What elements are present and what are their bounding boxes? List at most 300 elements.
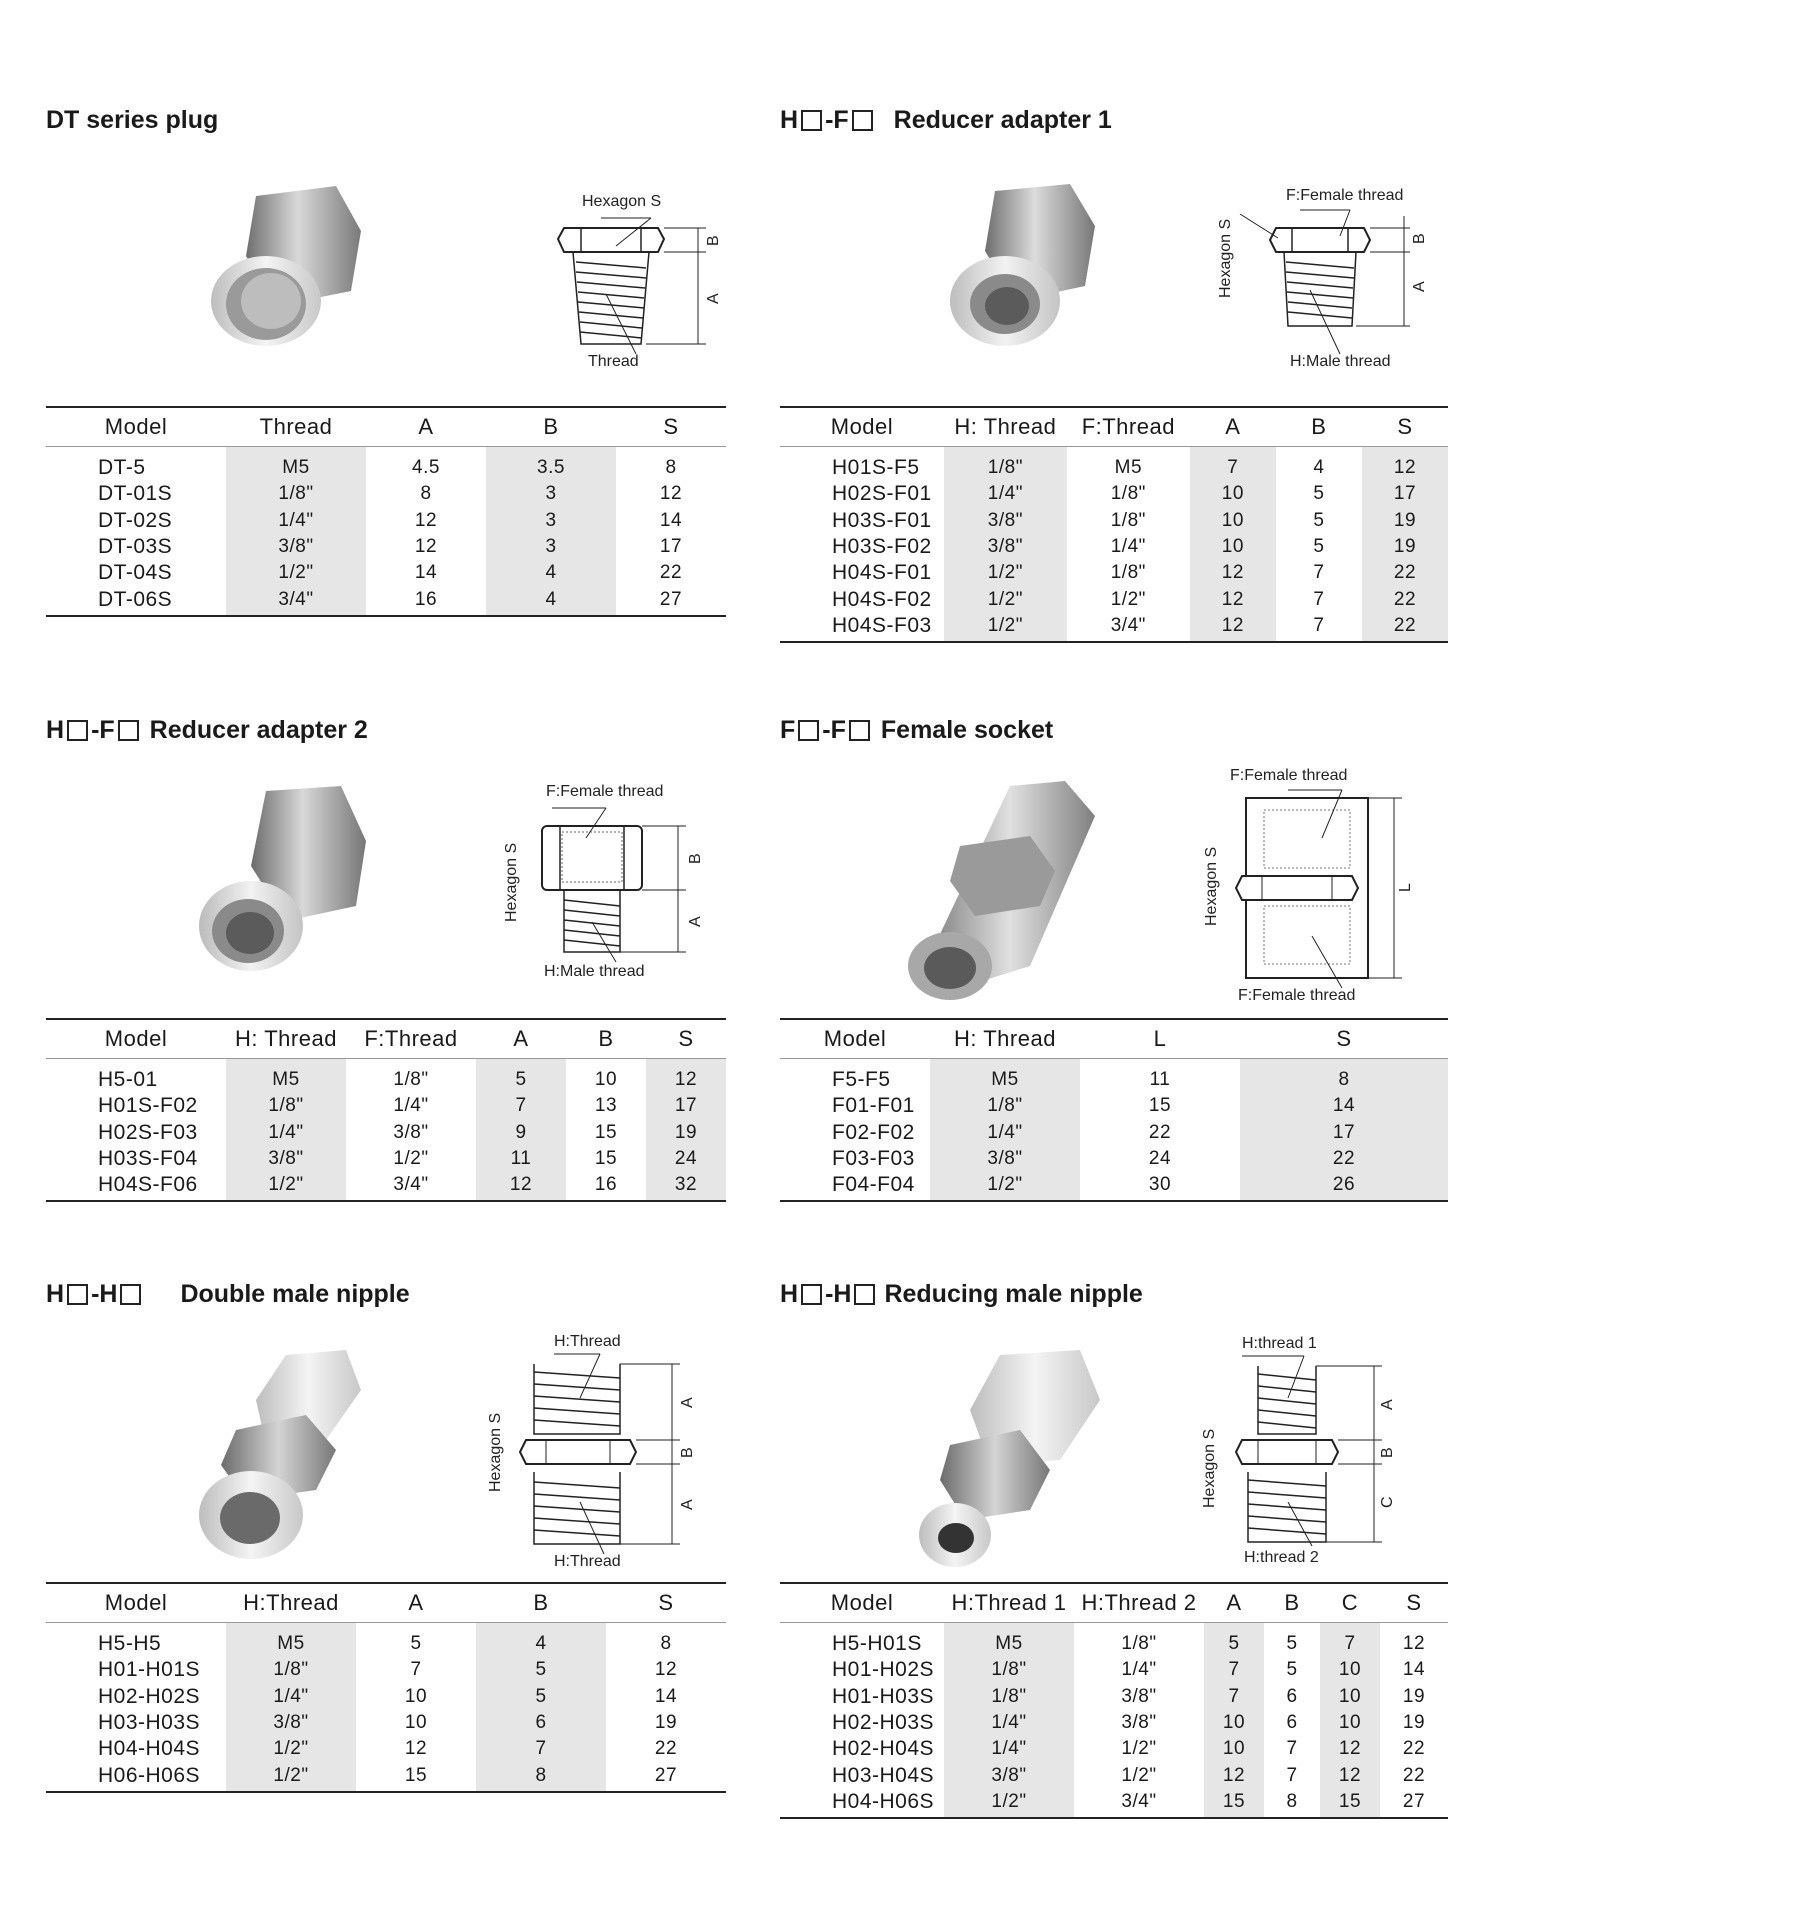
value-cell: 5 — [476, 1684, 606, 1710]
value-cell: 1/2" — [1110, 588, 1146, 610]
col-header: F:Thread — [1067, 407, 1190, 447]
svg-text:Hexagon S: Hexagon S — [487, 1412, 504, 1492]
svg-text:H:Male thread: H:Male thread — [1290, 353, 1391, 370]
svg-text:A: A — [705, 293, 722, 304]
title-prefix: H — [46, 716, 65, 744]
table-row — [46, 1684, 726, 1710]
svg-text:B: B — [1379, 1447, 1396, 1458]
placeholder-box-icon — [849, 720, 870, 741]
value-cell: 9 — [476, 1120, 566, 1146]
table-row — [780, 1172, 1448, 1201]
model-cell: F04-F04 — [780, 1172, 930, 1201]
model-cell: H04-H04S — [98, 1737, 201, 1761]
value-cell: 1/8" — [1110, 562, 1146, 584]
title-mid: -F — [91, 716, 115, 744]
value-cell: 27 — [1380, 1789, 1448, 1818]
nipple-diagram — [480, 1332, 720, 1572]
value-cell: 3/8" — [930, 1146, 1080, 1172]
svg-text:L: L — [1397, 883, 1414, 892]
value-cell: 1/4" — [944, 481, 1067, 507]
value-cell: 17 — [1240, 1120, 1448, 1146]
value-cell: 5 — [476, 1059, 566, 1094]
model-cell: H06-H06S — [46, 1762, 226, 1791]
svg-text:B: B — [687, 853, 704, 864]
table-body — [780, 1059, 1448, 1202]
table-row — [46, 1093, 726, 1119]
svg-text:H:thread 2: H:thread 2 — [1244, 1549, 1319, 1566]
value-cell: 30 — [1080, 1172, 1240, 1201]
value-cell: 12 — [1320, 1762, 1380, 1788]
section-title — [780, 716, 1053, 745]
value-cell: 5 — [1313, 509, 1325, 531]
svg-text:B: B — [705, 235, 722, 246]
value-cell: 11 — [476, 1146, 566, 1172]
section-reducing-male-nipple — [780, 1280, 1480, 1840]
adapter-photo — [920, 176, 1120, 366]
svg-text:C: C — [1379, 1496, 1396, 1508]
table-row — [780, 586, 1448, 612]
plug-photo — [186, 176, 386, 366]
value-cell: 7 — [1204, 1684, 1264, 1710]
socket-photo — [880, 776, 1110, 1006]
col-header: S — [1380, 1583, 1448, 1623]
value-cell: 1/4" — [1121, 1659, 1157, 1681]
table-body — [46, 447, 726, 616]
value-cell: 1/4" — [226, 508, 366, 534]
value-cell: 3/8" — [1121, 1685, 1157, 1707]
value-cell: 7 — [1313, 562, 1325, 584]
col-header: H:Thread 1 — [944, 1583, 1074, 1623]
value-cell: 1/4" — [944, 1736, 1074, 1762]
model-cell: DT-03S — [98, 535, 173, 559]
col-header: C — [1320, 1583, 1380, 1623]
value-cell: 5 — [1286, 1659, 1298, 1681]
placeholder-box-icon — [801, 1284, 822, 1305]
value-cell: 3/4" — [346, 1172, 476, 1201]
svg-text:H:Thread: H:Thread — [554, 1333, 621, 1350]
table-header-row — [780, 407, 1448, 447]
value-cell: 7 — [1313, 588, 1325, 610]
col-header: B — [1264, 1583, 1320, 1623]
table-row — [780, 447, 1448, 482]
value-cell: 8 — [660, 1633, 672, 1655]
placeholder-box-icon — [854, 1284, 875, 1305]
value-cell: 1/2" — [944, 586, 1067, 612]
value-cell: 14 — [1402, 1659, 1426, 1681]
title-mid: -H — [825, 1280, 852, 1308]
value-cell: 22 — [1362, 586, 1448, 612]
title-mid: -F — [825, 106, 849, 134]
title-prefix: H — [46, 1280, 65, 1308]
value-cell: 22 — [1148, 1121, 1172, 1143]
value-cell: 1/2" — [944, 613, 1067, 642]
table-row — [780, 1146, 1448, 1172]
table-row — [780, 560, 1448, 586]
model-cell: H01S-F02 — [98, 1094, 198, 1118]
nipple-photo — [910, 1350, 1110, 1570]
value-cell: 7 — [1320, 1623, 1380, 1658]
value-cell: 12 — [404, 1738, 428, 1760]
svg-text:H:Thread: H:Thread — [554, 1553, 621, 1570]
value-cell: 10 — [1320, 1657, 1380, 1683]
value-cell: 1/2" — [226, 1762, 356, 1791]
value-cell: 1/2" — [226, 1736, 356, 1762]
table-row — [780, 1710, 1448, 1736]
section-reducer-adapter-1 — [780, 106, 1480, 646]
value-cell: 14 — [659, 509, 683, 531]
value-cell: 3/8" — [393, 1121, 429, 1143]
table-header-row — [780, 1019, 1448, 1059]
table-row — [780, 613, 1448, 642]
value-cell: 6 — [1286, 1712, 1298, 1734]
value-cell: 17 — [1362, 481, 1448, 507]
value-cell: 7 — [476, 1736, 606, 1762]
value-cell: 12 — [646, 1059, 726, 1094]
model-cell: F03-F03 — [832, 1147, 915, 1171]
value-cell: 4 — [476, 1623, 606, 1658]
model-cell: H02S-F01 — [832, 482, 932, 506]
table-row — [46, 1657, 726, 1683]
svg-text:F:Female thread: F:Female thread — [1230, 767, 1348, 784]
col-header: A — [476, 1019, 566, 1059]
svg-text:Hexagon S: Hexagon S — [1201, 1428, 1218, 1508]
value-cell: 3 — [486, 508, 616, 534]
value-cell: M5 — [226, 1623, 356, 1658]
value-cell: 1/2" — [226, 560, 366, 586]
model-cell: H01-H01S — [98, 1658, 201, 1682]
value-cell: 12 — [1320, 1736, 1380, 1762]
value-cell: 14 — [654, 1685, 678, 1707]
value-cell: 12 — [476, 1172, 566, 1201]
table-header-row — [46, 1019, 726, 1059]
value-cell: 32 — [646, 1172, 726, 1201]
table-row — [46, 447, 726, 482]
col-header: L — [1080, 1019, 1240, 1059]
table-row — [46, 1623, 726, 1658]
table-body — [46, 1623, 726, 1792]
value-cell: 3.5 — [486, 447, 616, 482]
nipple-diagram — [1192, 1332, 1432, 1572]
value-cell: 16 — [366, 586, 486, 615]
table-row — [46, 534, 726, 560]
title-text: Reducer adapter 2 — [149, 716, 368, 744]
title-text: Double male nipple — [180, 1280, 410, 1308]
value-cell: 1/4" — [226, 1684, 356, 1710]
value-cell: 3 — [486, 481, 616, 507]
value-cell: 10 — [404, 1712, 428, 1734]
value-cell: 1/2" — [226, 1172, 346, 1201]
model-cell: H04S-F01 — [832, 561, 932, 585]
value-cell: 22 — [654, 1738, 678, 1760]
model-cell: H03S-F04 — [98, 1147, 198, 1171]
value-cell: 5 — [1286, 1633, 1298, 1655]
value-cell: 1/8" — [1110, 483, 1146, 505]
model-cell: H5-H5 — [98, 1632, 162, 1656]
value-cell: 15 — [594, 1121, 618, 1143]
table-row — [780, 1120, 1448, 1146]
table-row — [780, 534, 1448, 560]
col-header: H:Thread 2 — [1074, 1583, 1204, 1623]
value-cell: 7 — [1276, 613, 1362, 642]
value-cell: 10 — [1204, 1710, 1264, 1736]
table-row — [46, 1762, 726, 1791]
table-row — [780, 481, 1448, 507]
model-cell: H02-H03S — [832, 1711, 935, 1735]
plug-diagram — [506, 194, 746, 384]
table-row — [780, 1684, 1448, 1710]
svg-text:F:Female thread: F:Female thread — [546, 783, 664, 800]
value-cell: 1/2" — [930, 1172, 1080, 1201]
col-header: Model — [780, 407, 944, 447]
value-cell: 1/8" — [393, 1069, 429, 1091]
value-cell: 1/8" — [226, 1657, 356, 1683]
value-cell: 1/8" — [1121, 1633, 1157, 1655]
value-cell: 3/8" — [1121, 1712, 1157, 1734]
value-cell: 12 — [1204, 1762, 1264, 1788]
col-header: S — [616, 407, 726, 447]
col-header: S — [646, 1019, 726, 1059]
table-row — [780, 1657, 1448, 1683]
col-header: Model — [46, 1019, 226, 1059]
value-cell: 15 — [1204, 1789, 1264, 1818]
model-cell: H03S-F01 — [832, 508, 932, 532]
value-cell: 3/8" — [226, 1710, 356, 1736]
value-cell: 1/8" — [226, 1093, 346, 1119]
value-cell: 5 — [1204, 1623, 1264, 1658]
value-cell: 17 — [646, 1093, 726, 1119]
value-cell: 19 — [1362, 508, 1448, 534]
value-cell: 10 — [1190, 534, 1276, 560]
value-cell: 3/4" — [1074, 1789, 1204, 1818]
placeholder-box-icon — [67, 720, 88, 741]
value-cell: 8 — [665, 457, 677, 479]
section-dt-series-plug — [46, 106, 736, 626]
title-text: DT series plug — [46, 106, 219, 134]
value-cell: M5 — [1114, 457, 1143, 479]
value-cell: 3/8" — [944, 1762, 1074, 1788]
svg-text:H:Male thread: H:Male thread — [544, 963, 645, 980]
value-cell: 15 — [1148, 1095, 1172, 1117]
title-text: Reducer adapter 1 — [893, 106, 1112, 134]
value-cell: 1/8" — [930, 1093, 1080, 1119]
value-cell: 15 — [1320, 1789, 1380, 1818]
nipple-photo — [176, 1350, 376, 1570]
value-cell: 3/8" — [944, 534, 1067, 560]
value-cell: 1/8" — [944, 447, 1067, 482]
adapter-photo — [176, 786, 376, 986]
col-header: S — [1362, 407, 1448, 447]
value-cell: 1/4" — [944, 1710, 1074, 1736]
model-cell: H03S-F02 — [832, 535, 932, 559]
value-cell: 12 — [1402, 1633, 1426, 1655]
spec-table — [46, 1018, 726, 1202]
model-cell: H5-01 — [98, 1068, 158, 1092]
value-cell: 7 — [1286, 1764, 1298, 1786]
svg-text:Hexagon S: Hexagon S — [1217, 218, 1234, 298]
value-cell: 24 — [646, 1146, 726, 1172]
value-cell: 7 — [476, 1093, 566, 1119]
section-title — [780, 106, 1112, 135]
title-text: Female socket — [880, 716, 1054, 744]
svg-text:F:Female thread: F:Female thread — [1286, 187, 1404, 204]
value-cell: 4.5 — [412, 457, 440, 479]
value-cell: 1/8" — [944, 1684, 1074, 1710]
value-cell: 12 — [1190, 560, 1276, 586]
table-row — [46, 586, 726, 615]
col-header: S — [606, 1583, 726, 1623]
value-cell: 5 — [476, 1657, 606, 1683]
svg-text:B: B — [679, 1447, 696, 1458]
placeholder-box-icon — [118, 720, 139, 741]
table-row — [780, 1789, 1448, 1818]
spec-table — [780, 406, 1448, 643]
value-cell: 4 — [1313, 457, 1325, 479]
value-cell: 7 — [1204, 1657, 1264, 1683]
value-cell: 22 — [1402, 1738, 1426, 1760]
value-cell: 3/4" — [226, 586, 366, 615]
section-female-socket — [780, 716, 1480, 1216]
model-cell: H03-H03S — [98, 1711, 201, 1735]
svg-text:A: A — [679, 1397, 696, 1408]
table-body — [780, 1623, 1448, 1819]
value-cell: 3/4" — [1067, 613, 1190, 642]
placeholder-box-icon — [67, 1284, 88, 1305]
col-header: A — [366, 407, 486, 447]
value-cell: 10 — [1320, 1684, 1380, 1710]
svg-text:Hexagon S: Hexagon S — [1203, 846, 1220, 926]
value-cell: 1/4" — [930, 1120, 1080, 1146]
value-cell: M5 — [944, 1623, 1074, 1658]
value-cell: 1/4" — [226, 1120, 346, 1146]
value-cell: 10 — [404, 1685, 428, 1707]
value-cell: M5 — [226, 447, 366, 482]
svg-text:Thread: Thread — [588, 353, 639, 370]
value-cell: 5 — [1313, 536, 1325, 558]
col-header: H: Thread — [944, 407, 1067, 447]
col-header: Model — [46, 407, 226, 447]
col-header: B — [1276, 407, 1362, 447]
socket-diagram — [1192, 766, 1422, 1006]
title-prefix: H — [780, 106, 799, 134]
col-header: B — [566, 1019, 646, 1059]
value-cell: 14 — [414, 562, 438, 584]
value-cell: 14 — [1240, 1093, 1448, 1119]
value-cell: 16 — [566, 1172, 646, 1201]
value-cell: 1/2" — [1121, 1764, 1157, 1786]
svg-text:F:Female thread: F:Female thread — [1238, 987, 1356, 1004]
value-cell: 12 — [659, 483, 683, 505]
value-cell: 1/2" — [393, 1148, 429, 1170]
value-cell: 6 — [476, 1710, 606, 1736]
table-row — [46, 1710, 726, 1736]
value-cell: 1/8" — [226, 481, 366, 507]
svg-text:B: B — [1411, 233, 1428, 244]
table-row — [46, 1172, 726, 1201]
value-cell: 5 — [1313, 483, 1325, 505]
placeholder-box-icon — [798, 720, 819, 741]
adapter-diagram — [496, 782, 716, 982]
spec-table — [780, 1018, 1448, 1202]
svg-text:A: A — [1411, 281, 1428, 292]
table-row — [780, 1762, 1448, 1788]
model-cell: F5-F5 — [832, 1068, 891, 1092]
col-header: H:Thread — [226, 1583, 356, 1623]
table-body — [780, 447, 1448, 643]
model-cell: H01-H03S — [832, 1684, 935, 1708]
value-cell: 11 — [1149, 1069, 1171, 1091]
model-cell: H02-H02S — [98, 1684, 201, 1708]
title-text: Reducing male nipple — [884, 1280, 1143, 1308]
model-cell: H04S-F03 — [780, 613, 944, 642]
svg-text:A: A — [1379, 1399, 1396, 1410]
title-prefix: F — [780, 716, 796, 744]
table-row — [780, 1623, 1448, 1658]
value-cell: 10 — [1190, 481, 1276, 507]
value-cell: 8 — [476, 1762, 606, 1791]
table-body — [46, 1059, 726, 1202]
value-cell: 1/4" — [1110, 536, 1146, 558]
svg-text:A: A — [679, 1499, 696, 1510]
col-header: H: Thread — [226, 1019, 346, 1059]
model-cell: H5-H01S — [832, 1632, 922, 1656]
value-cell: 12 — [414, 509, 438, 531]
value-cell: 8 — [420, 483, 432, 505]
col-header: A — [1190, 407, 1276, 447]
value-cell: 13 — [594, 1095, 618, 1117]
value-cell: 3 — [486, 534, 616, 560]
value-cell: 19 — [1402, 1712, 1426, 1734]
col-header: A — [356, 1583, 476, 1623]
value-cell: 19 — [654, 1712, 678, 1734]
spec-table — [46, 1582, 726, 1793]
table-row — [46, 1120, 726, 1146]
model-cell: DT-06S — [46, 586, 226, 615]
value-cell: 3/8" — [226, 1146, 346, 1172]
model-cell: H02-H04S — [832, 1737, 935, 1761]
table-row — [780, 1059, 1448, 1094]
value-cell: 1/2" — [944, 1789, 1074, 1818]
value-cell: 12 — [1190, 586, 1276, 612]
value-cell: 3/8" — [944, 508, 1067, 534]
value-cell: 12 — [414, 536, 438, 558]
col-header: F:Thread — [346, 1019, 476, 1059]
value-cell: 1/2" — [944, 560, 1067, 586]
value-cell: 17 — [659, 536, 683, 558]
model-cell: DT-01S — [98, 482, 173, 506]
placeholder-box-icon — [852, 110, 873, 131]
model-cell: H01-H02S — [832, 1658, 935, 1682]
table-row — [46, 1736, 726, 1762]
col-header: B — [476, 1583, 606, 1623]
value-cell: 26 — [1240, 1172, 1448, 1201]
value-cell: 1/4" — [393, 1095, 429, 1117]
table-header-row — [780, 1583, 1448, 1623]
value-cell: 4 — [486, 560, 616, 586]
value-cell: 22 — [1402, 1764, 1426, 1786]
col-header: H: Thread — [930, 1019, 1080, 1059]
model-cell: DT-04S — [98, 561, 173, 585]
table-row — [46, 508, 726, 534]
model-cell: DT-02S — [98, 508, 173, 532]
section-title — [46, 1280, 410, 1309]
value-cell: M5 — [226, 1059, 346, 1094]
model-cell: F01-F01 — [832, 1094, 915, 1118]
value-cell: 8 — [1240, 1059, 1448, 1094]
col-header: B — [486, 407, 616, 447]
value-cell: 22 — [1240, 1146, 1448, 1172]
value-cell: 12 — [1190, 613, 1276, 642]
section-double-male-nipple — [46, 1280, 736, 1800]
